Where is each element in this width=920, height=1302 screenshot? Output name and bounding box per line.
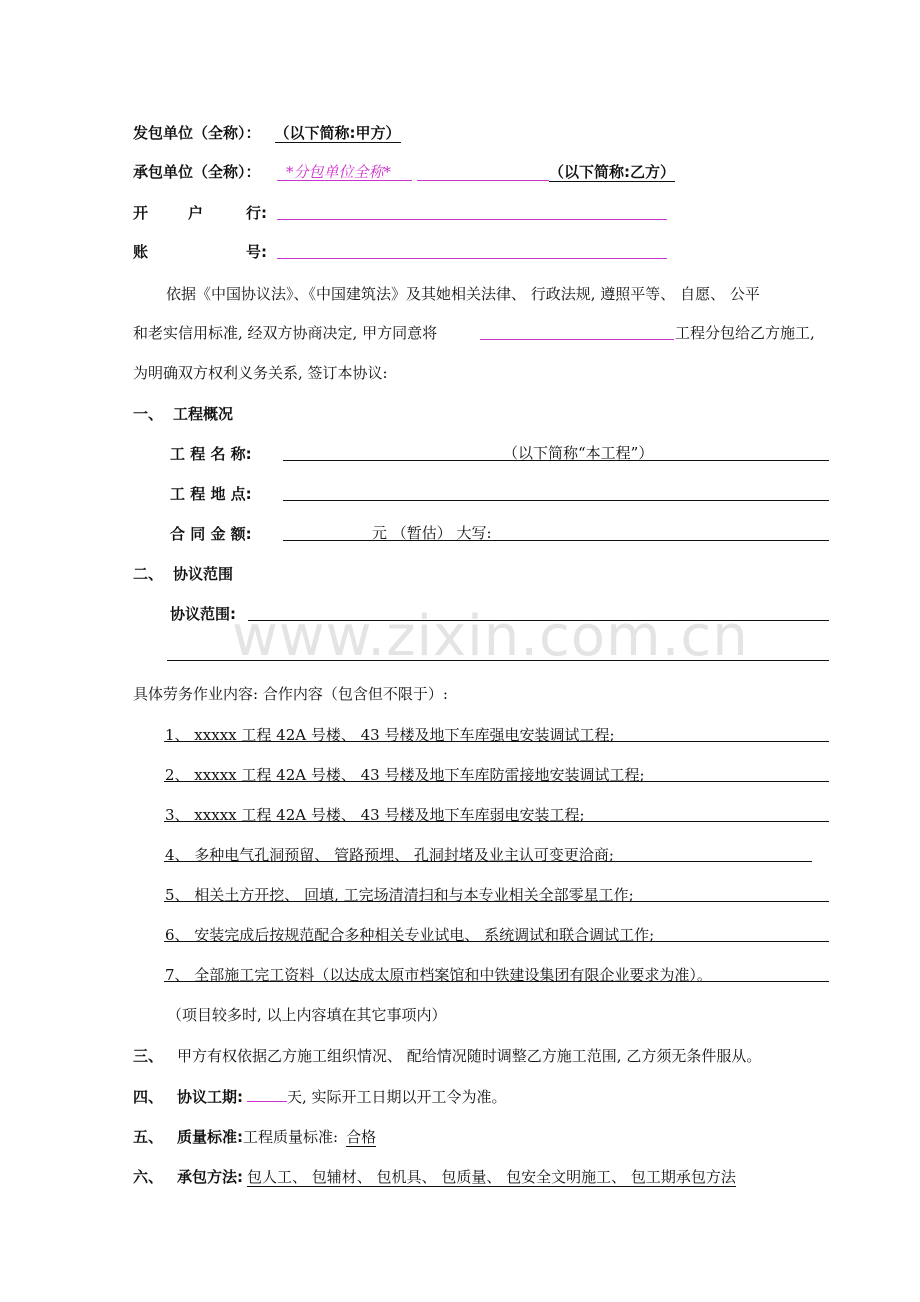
scope-item-4-line [164, 861, 812, 862]
section-5 [133, 1127, 376, 1147]
issuer-label: 发包单位（全称）： [133, 124, 261, 142]
account-label-1: 账 [133, 243, 149, 261]
project-name-abbrev: （以下简称“本工程”） [503, 444, 654, 462]
project-name-label: 工 程 名 称: [170, 445, 252, 463]
section-4-number: 四、 [133, 1088, 164, 1106]
section-2-title: 协议范围 [173, 565, 234, 583]
bank-label-1: 开 [133, 204, 149, 222]
scope-item-5: 5、 相关土方开挖、 回填, 工完场清清扫和与本专业相关全部零星工作; [165, 886, 634, 904]
section-6 [133, 1167, 736, 1187]
scope-note: （项目较多时, 以上内容填在其它事项内） [167, 1006, 447, 1024]
section-4 [133, 1086, 507, 1107]
section-3-text: 甲方有权依据乙方施工组织情况、 配给情况随时调整乙方施工范围, 乙方须无条件服从。 [177, 1047, 762, 1065]
account-label-2: 号: [246, 243, 267, 261]
scope-item-5-line [164, 901, 829, 902]
issuer-abbrev: （以下简称:甲方） [274, 124, 401, 142]
scope-item-6: 6、 安装完成后按规范配合多种相关专业试电、 系统调试和联合调试工作; [165, 926, 655, 944]
contractor-name-line-2 [417, 180, 549, 181]
project-name-line[interactable] [480, 339, 674, 340]
section-4-text: 天, 实际开工日期以开工令为准。 [287, 1088, 507, 1106]
section-3-number: 三、 [133, 1047, 164, 1065]
contractor-abbrev [549, 162, 675, 182]
contract-amount-text: 元 （暂估） 大写: [372, 524, 492, 542]
bank-label-2: 户 [188, 204, 204, 222]
scope-field-line-2[interactable] [167, 660, 829, 661]
project-location-field-line[interactable] [283, 500, 829, 501]
scope-item-2: 2、 xxxxx 工程 42A 号楼、 43 号楼及地下车库防雷接地安装调试工程; [165, 766, 645, 784]
section-6-title: 承包方法: [177, 1168, 244, 1186]
project-location-label: 工 程 地 点: [170, 485, 252, 503]
watermark: www.zixin.com.cn [232, 604, 749, 669]
quality-standard-label: 工程质量标准: [243, 1128, 339, 1146]
scope-item-3: 3、 xxxxx 工程 42A 号楼、 43 号楼及地下车库弱电安装工程; [165, 806, 585, 824]
contractor-name-placeholder[interactable]: *分包单位全称* [286, 163, 392, 181]
section-6-number: 六、 [133, 1168, 164, 1186]
section-1-number: 一、 [133, 405, 164, 423]
section-2-number: 二、 [133, 565, 164, 583]
scope-field-line-1[interactable] [248, 620, 829, 621]
intro-line-3: 为明确双方权利义务关系, 签订本协议: [133, 364, 388, 382]
quality-standard-value: 合格 [346, 1128, 377, 1146]
contractor-name-line [277, 180, 412, 181]
bank-field-line[interactable] [277, 219, 667, 220]
scope-label: 协议范围: [170, 605, 236, 623]
scope-item-1: 1、 xxxxx 工程 42A 号楼、 43 号楼及地下车库强电安装调试工程; [165, 726, 615, 744]
contract-method-value: 包人工、 包辅材、 包机具、 包质量、 包安全文明施工、 包工期承包方法 [247, 1168, 736, 1186]
intro-line-1: 依据《中国协议法》、《中国建筑法》及其她相关法律、 行政法规, 遵照平等、 自愿、 公平 [166, 285, 760, 303]
scope-item-7: 7、 全部施工完工资料（以达成太原市档案馆和中铁建设集团有限企业要求为准）。 [165, 966, 712, 984]
contractor-label: 承包单位（全称）： [133, 163, 261, 181]
section-4-title: 协议工期: [177, 1088, 244, 1106]
section-5-title: 质量标准: [177, 1128, 244, 1146]
intro-line-2b: 工程分包给乙方施工, [675, 324, 815, 342]
section-3 [133, 1046, 761, 1066]
contract-amount-field-line[interactable] [283, 540, 829, 541]
scope-item-4: 4、 多种电气孔洞预留、 管路预埋、 孔洞封堵及业主认可变更洽商; [165, 846, 614, 864]
account-field-line[interactable] [277, 258, 667, 259]
scope-item-3-line [164, 821, 829, 822]
scope-item-6-line [164, 941, 829, 942]
duration-field[interactable] [247, 1086, 287, 1102]
intro-line-2a: 和老实信用标准, 经双方协商决定, 甲方同意将 [133, 324, 438, 342]
section-5-number: 五、 [133, 1128, 164, 1146]
scope-item-1-line [164, 741, 829, 742]
contractor-abbrev-text: （以下简称:乙方） [549, 163, 675, 181]
scope-item-2-line [164, 781, 829, 782]
contract-amount-label: 合 同 金 额: [170, 525, 252, 543]
scope-details-intro: 具体劳务作业内容: 合作内容（包含但不限于）: [133, 685, 448, 703]
section-1-title: 工程概况 [173, 405, 234, 423]
scope-item-7-line [164, 981, 829, 982]
issuer-row [133, 123, 401, 143]
bank-label-3: 行: [246, 204, 267, 222]
